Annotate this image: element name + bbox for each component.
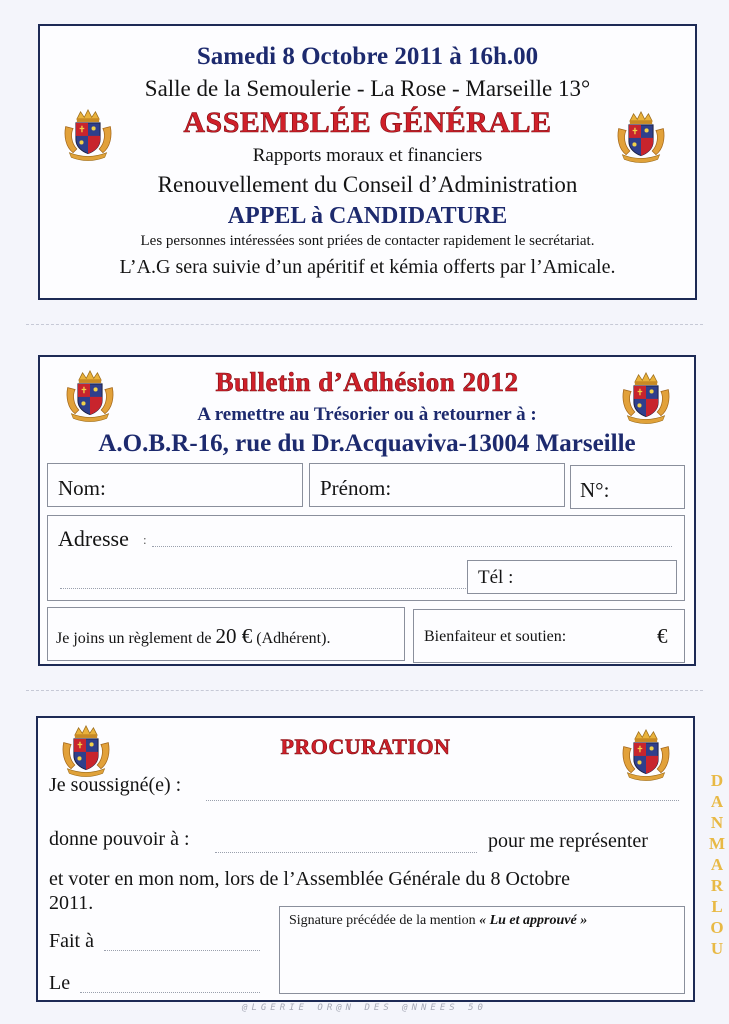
voter-line-2: 2011. <box>49 892 94 914</box>
watermark-letter: R <box>710 876 724 895</box>
bottom-watermark: @LGERIE OR@N DES @NNEES 50 <box>242 1003 487 1013</box>
reglement-text <box>56 624 330 649</box>
fold-line <box>26 324 703 325</box>
assemblee-panel <box>38 24 697 300</box>
watermark-letter: D <box>710 771 724 790</box>
watermark-letter: L <box>711 897 723 916</box>
prenom-label: Prénom: <box>320 476 392 500</box>
watermark-letter: N <box>710 813 724 832</box>
fait-label: Fait à <box>49 930 94 952</box>
agenda-item-renewal: Renouvellement du Conseil d’Administration <box>157 172 578 197</box>
adresse-field[interactable] <box>47 515 685 601</box>
agenda-item-reports: Rapports moraux et financiers <box>252 145 483 166</box>
call-for-candidates: APPEL à CANDIDATURE <box>227 203 508 229</box>
vertical-watermark <box>706 770 728 959</box>
represent-label: pour me représenter <box>488 830 648 852</box>
nom-label: Nom: <box>58 476 106 500</box>
meeting-venue: Salle de la Semoulerie - La Rose - Marseille 13° <box>144 76 591 101</box>
meeting-date: Samedi 8 Octobre 2011 à 16h.00 <box>196 43 539 70</box>
watermark-letter: A <box>710 792 724 811</box>
signature-text <box>289 913 587 929</box>
reglement-suffix: (Adhérent). <box>256 630 331 647</box>
bienfaiteur-label: Bienfaiteur et soutien: <box>424 628 567 645</box>
adresse-line <box>60 588 466 589</box>
watermark-letter: O <box>710 918 724 937</box>
adresse-line <box>152 546 672 547</box>
bulletin-subtitle: A remettre au Trésorier ou à retourner à : <box>197 404 537 425</box>
watermark-letter: U <box>710 939 724 958</box>
reglement-prefix: Je joins un règlement de <box>56 630 212 647</box>
aperitif-note: L’A.G sera suivie d’un apéritif et kémia offerts par l’Amicale. <box>119 256 616 278</box>
bulletin-title: Bulletin d’Adhésion 2012 <box>215 367 519 397</box>
reglement-amount: 20 € <box>215 624 253 648</box>
assemblee-title: ASSEMBLÉE GÉNÉRALE <box>183 106 552 139</box>
numero-field[interactable] <box>570 465 685 509</box>
watermark-letter: M <box>708 834 726 853</box>
procuration-title: PROCURATION <box>280 734 451 759</box>
candidates-note: Les personnes intéressées sont priées de contacter rapidement le secrétariat. <box>140 233 595 249</box>
telephone-label: Tél : <box>478 567 514 588</box>
telephone-field[interactable] <box>467 560 677 594</box>
bienfaiteur-field[interactable] <box>413 609 685 663</box>
adresse-label: Adresse <box>58 526 129 551</box>
pouvoir-label: donne pouvoir à : <box>49 828 190 850</box>
soussigne-label: Je soussigné(e) : <box>49 774 182 796</box>
adresse-colon: : <box>143 532 147 547</box>
signature-quote: « Lu et approuvé » <box>479 913 588 928</box>
signature-prefix: Signature précédée de la mention <box>289 913 476 928</box>
bulletin-panel <box>38 355 696 666</box>
bulletin-address: A.O.B.R-16, rue du Dr.Acquaviva-13004 Marseille <box>98 430 636 457</box>
fold-line <box>26 690 703 691</box>
fait-line[interactable] <box>104 950 260 951</box>
numero-label: N°: <box>580 478 610 502</box>
le-label: Le <box>49 972 71 994</box>
pouvoir-line[interactable] <box>215 852 477 853</box>
voter-line-1: et voter en mon nom, lors de l’Assemblée Générale du 8 Octobre <box>49 868 570 890</box>
watermark-letter: A <box>710 855 724 874</box>
signature-box[interactable] <box>279 906 685 994</box>
soussigne-line[interactable] <box>206 800 679 801</box>
procuration-panel <box>36 716 695 1002</box>
euro-sign: € <box>657 624 668 648</box>
le-line[interactable] <box>80 992 260 993</box>
nom-field[interactable] <box>47 463 303 507</box>
prenom-field[interactable] <box>309 463 565 507</box>
reglement-field[interactable] <box>47 607 405 661</box>
